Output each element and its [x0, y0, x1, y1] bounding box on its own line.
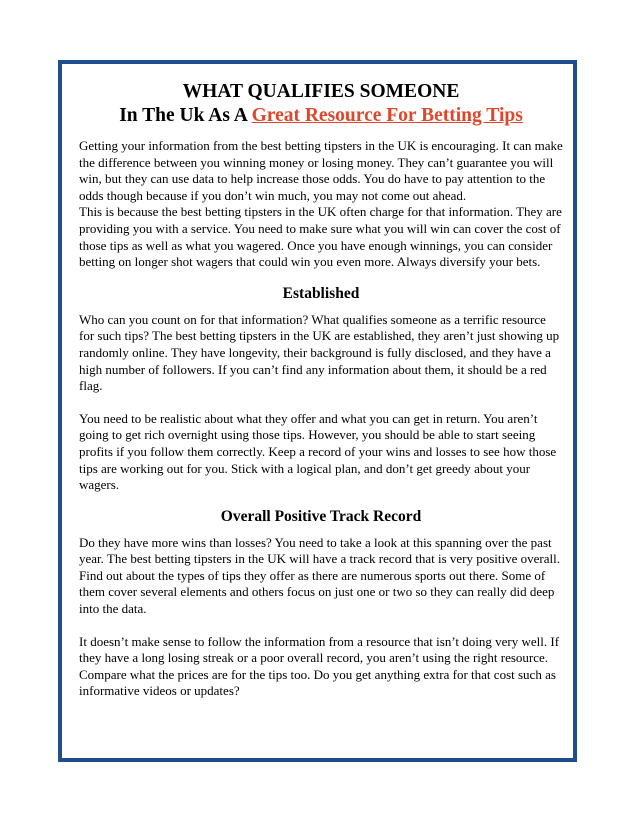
section-heading-established: Established: [282, 284, 360, 302]
track-record-paragraph-1: Do they have more wins than losses? You need to take a look at this spanning over the past year. The best betting tipsters in the UK will have a track record that is very positive overall. Find out about the types of tips they offer as there are numerous sports out there. Some of them cover several elements and others focus on just one or two so they can really did deep into the data.: [79, 534, 560, 617]
established-paragraph-1: Who can you count on for that information? What qualifies someone as a terrific resource for such tips? The best betting tipsters in the UK are established, they aren’t just showing up randomly online. They have longevity, their background is fully disclosed, and they have a high number of followers. If you can’t find any information about them, it should be a red flag.: [79, 311, 560, 394]
intro-paragraph-2: This is because the best betting tipsters in the UK often charge for that information. They are providing you with a service. You need to make sure what you will win can cover the cost of those tips as well as what you wagered. Once you have enough winnings, you can consider betting on longer shot wagers that could win you even more. Always diversify your bets.: [79, 204, 562, 270]
established-paragraph-2: You need to be realistic about what they offer and what you can get in return. You aren’t going to get rich overnight using those tips. However, you should be able to start seeing profits if you follow them correctly. Keep a record of your wins and losses to see how those tips are working out for you. Stick with a logical plan, and don’t get greedy about your wagers.: [79, 410, 557, 493]
track-record-paragraph-2: It doesn’t make sense to follow the information from a resource that isn’t doing very well. If they have a long losing streak or a poor overall record, you aren’t using the right resource. Compare what the prices are for the tips too. Do you get anything extra for that cost such as informative videos or updates?: [79, 633, 560, 699]
section-heading-track-record: Overall Positive Track Record: [220, 507, 422, 525]
intro-paragraph-1: Getting your information from the best betting tipsters in the UK is encouraging. It can make the difference between you winning money or losing money. They can’t guarantee you will win, but they can use data to help increase those odds. You do have to pay attention to the odds though because if you don’t win much, you may not come out ahead.: [79, 138, 563, 203]
document-content: [79, 80, 563, 700]
title-line-1: WHAT QUALIFIES SOMEONE: [182, 81, 460, 102]
title-link[interactable]: Great Resource For Betting Tips: [251, 105, 523, 126]
title-prefix: In The Uk As A: [119, 105, 252, 126]
title-line-2: [79, 104, 563, 128]
